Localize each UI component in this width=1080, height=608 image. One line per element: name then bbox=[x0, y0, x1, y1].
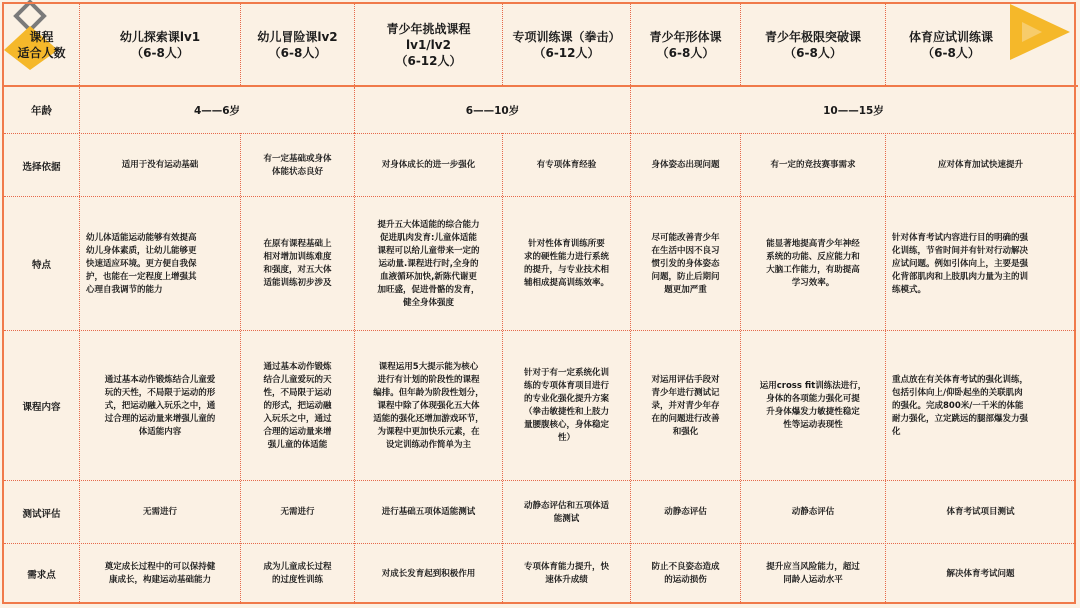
table-cell: 动静态评估 bbox=[664, 507, 707, 517]
age-group: 6——10岁 bbox=[465, 104, 520, 117]
header-course: 体育应试训练课 （6-8人） bbox=[908, 29, 993, 60]
table-cell: 适用于没有运动基础 bbox=[121, 160, 199, 170]
table-cell: 防止不良姿态造成 的运动损伤 bbox=[651, 562, 720, 585]
table-cell: 课程运用5大提示能为核心 进行有计划的阶段性的课程 编排。但年龄为阶段性划分， 课程中除了体现强化五大体 适能的强化还增加游戏环节， 为课程中更加快乐元素，在 设定训练动作简单为主 bbox=[373, 361, 484, 450]
table-cell: 提升五大体适能的综合能力 促进肌肉发育:儿童体适能 课程可以给儿童带来一定的 运动量.课程进行时,全身的 血液循环加快,新陈代谢更 加旺盛，促进骨骼的发育， 健全身体强度 bbox=[377, 219, 480, 308]
table-cell: 身体姿态出现问题 bbox=[651, 160, 720, 170]
header-corner: 课程 适合人数 bbox=[17, 29, 66, 60]
table-cell: 动静态评估 bbox=[791, 507, 835, 517]
table-cell: 对身体成长的进一步强化 bbox=[381, 160, 476, 170]
table-cell: 无需进行 bbox=[280, 507, 315, 517]
table-cell: 针对体育考试内容进行目的明确的强 化训练，节省时间并有针对行动解决 应试问题。例如引体向上，主要是强 化背部肌肉和上肢肌肉力量为主的训 练模式。 bbox=[892, 232, 1029, 295]
table-cell: 通过基本动作锻炼结合儿童爱 玩的天性，不局限于运动的形 式，把运动融入玩乐之中，通 过合理的运动量来增强儿童的 体适能内容 bbox=[104, 374, 216, 437]
age-group: 4——6岁 bbox=[193, 104, 241, 117]
age-group: 10——15岁 bbox=[823, 104, 884, 117]
table-cell: 针对于有一定系统化训 练的专项体育项目进行 的专业化强化提升方案 （拳击敏捷性和上肢力 量腰腹核心，身体稳定 性） bbox=[523, 368, 609, 443]
table-cell: 对运用评估手段对 青少年进行测试记 录，并对青少年存 在的问题进行改善 和强化 bbox=[651, 374, 720, 437]
row-label-age: 年龄 bbox=[31, 104, 52, 117]
table-cell: 有一定基础或身体 体能状态良好 bbox=[263, 153, 332, 177]
table-cell: 有专项体育经验 bbox=[536, 160, 597, 170]
header-course: 青少年形体课 （6-8人） bbox=[649, 29, 722, 60]
table-cell: 应对体育加试快速提升 bbox=[937, 160, 1023, 170]
table-cell: 尽可能改善青少年 在生活中因不良习 惯引发的身体姿态 问题，防止后期问 题更加严重 bbox=[651, 232, 720, 295]
table-cell: 体育考试项目测试 bbox=[946, 507, 1015, 517]
table-cell: 解决体育考试问题 bbox=[946, 568, 1015, 579]
row-label: 选择依据 bbox=[22, 161, 61, 173]
table-cell: 奠定成长过程中的可以保持健 康成长，构建运动基础能力 bbox=[104, 562, 216, 585]
table-cell: 对成长发育起到积极作用 bbox=[381, 568, 476, 579]
table-cell: 幼儿体适能运动能够有效提高 幼儿身体素质，让幼儿能够更 快速适应环境。更方便自我保 护，也能在一定程度上增强其 心理自我调节的能力 bbox=[86, 232, 197, 295]
table-cell: 运用cross fit训练法进行， 身体的各项能力强化可提 升身体爆发力敏捷性稳定 性等运动表现性 bbox=[759, 381, 867, 430]
header-course: 青少年挑战课程 lv1/lv2 （6-12人） bbox=[386, 21, 471, 68]
row-label: 测试评估 bbox=[22, 508, 61, 520]
table-cell: 提升应当风险能力，超过 同龄人运动水平 bbox=[766, 562, 860, 585]
table-cell: 针对性体育训练所要 求的硬性能力进行系统 的提升，与专业技术相 辅相成提高训练效率。 bbox=[523, 239, 609, 288]
table-cell: 在原有课程基础上 相对增加训练难度 和强度，对五大体 适能训练初步涉及 bbox=[263, 239, 332, 288]
table-cell: 重点放在有关体育考试的强化训练， 包括引体向上/仰卧起坐的关联肌肉 的强化。完成800米/一千米的体能 耐力强化，立定跳远的腿部爆发力强 化 bbox=[892, 374, 1029, 437]
table-cell: 成为儿童成长过程 的过度性训练 bbox=[263, 562, 332, 585]
header-course: 幼儿冒险课lv2 （6-8人） bbox=[257, 29, 338, 60]
header-course: 专项训练课（拳击） （6-12人） bbox=[512, 29, 621, 60]
table-cell: 通过基本动作锻炼 结合儿童爱玩的天 性，不局限于运动 的形式，把运动融 入玩乐之中，通过 合理的运动量来增 强儿童的体适能 bbox=[263, 361, 332, 450]
table-cell: 无需进行 bbox=[142, 507, 177, 517]
row-label: 需求点 bbox=[27, 570, 56, 581]
row-label: 特点 bbox=[31, 260, 51, 271]
table-cell: 有一定的竞技赛事需求 bbox=[770, 160, 856, 170]
header-course: 青少年极限突破课 （6-8人） bbox=[764, 29, 861, 60]
table-cell: 动静态评估和五项体适 能测试 bbox=[523, 500, 609, 524]
header-course: 幼儿探索课lv1 （6-8人） bbox=[119, 29, 201, 60]
table-cell: 能显著地提高青少年神经 系统的功能、反应能力和 大脑工作能力，有助提高 学习效率。 bbox=[766, 239, 860, 288]
table-cell: 专项体育能力提升，快 速体升成绩 bbox=[523, 562, 609, 585]
table-cell: 进行基础五项体适能测试 bbox=[381, 507, 476, 517]
row-label: 课程内容 bbox=[22, 402, 61, 413]
